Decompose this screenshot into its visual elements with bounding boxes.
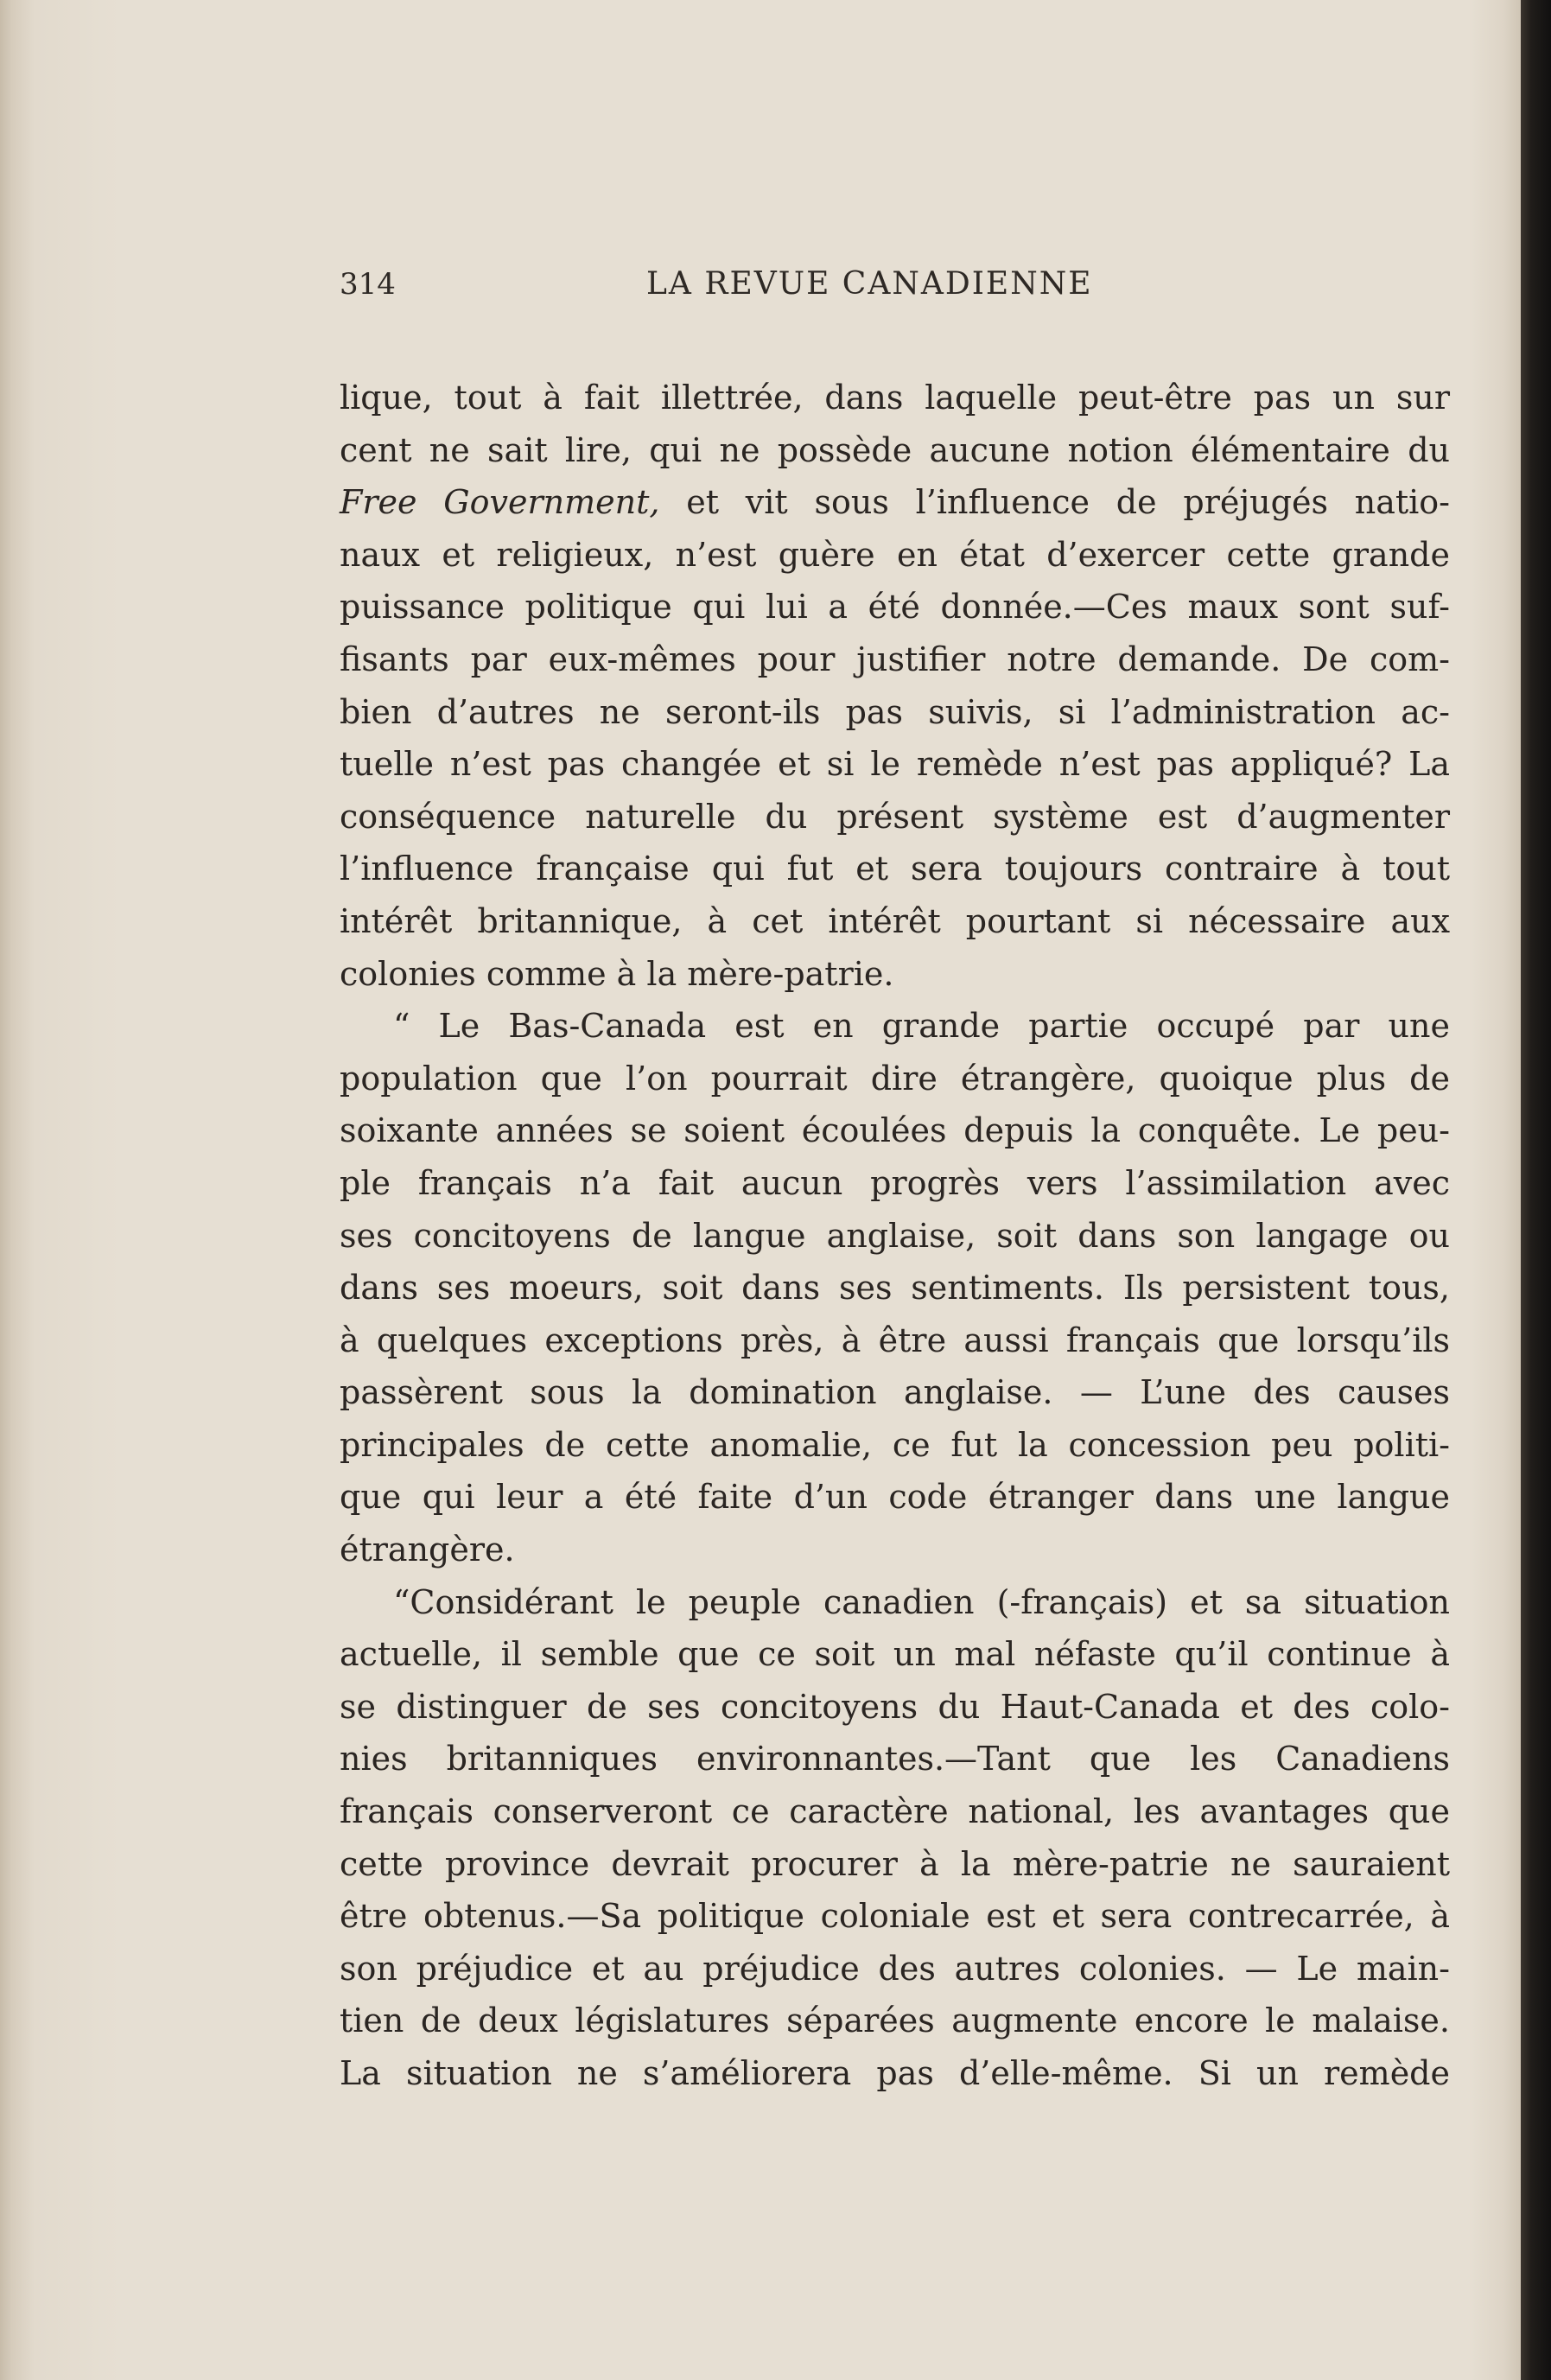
text-line-rest: et vit sous l’influence de préjugés natio- xyxy=(659,483,1450,522)
body-text xyxy=(340,372,1450,2100)
text-line: que qui leur a été faite d’un code étranger dans une langue xyxy=(340,1478,1450,1517)
text-line: population que l’on pourrait dire étrangère, quoique plus de xyxy=(340,1059,1450,1098)
text-line: cette province devrait procurer à la mère-patrie ne sauraient xyxy=(340,1844,1450,1883)
text-line xyxy=(340,476,1450,529)
text-line: tien de deux législatures séparées augmente encore le malaise. xyxy=(340,2001,1450,2040)
text-line: colonies comme à la mère-patrie. xyxy=(340,954,894,993)
text-line: actuelle, il semble que ce soit un mal néfaste qu’il continue à xyxy=(340,1635,1450,1674)
italic-phrase: Free Government, xyxy=(340,483,660,522)
text-line: étrangère. xyxy=(340,1530,515,1569)
text-line: “Considérant le peuple canadien (-français) et sa situation xyxy=(393,1582,1450,1621)
text-line: bien d’autres ne seront-ils pas suivis, si l’administration ac- xyxy=(340,692,1450,731)
text-line: dans ses moeurs, soit dans ses sentiments. Ils persistent tous, xyxy=(340,1269,1450,1308)
journal-title: LA REVUE CANADIENNE xyxy=(646,266,1093,302)
text-line: nies britanniques environnantes.—Tant que les Canadiens xyxy=(340,1740,1450,1779)
text-line: ple français n’a fait aucun progrès vers l’assimilation avec xyxy=(340,1163,1450,1202)
page-edge-shadow xyxy=(1521,0,1551,2380)
text-line: l’influence française qui fut et sera toujours contraire à tout xyxy=(340,850,1450,888)
text-line: se distinguer de ses concitoyens du Haut-Canada et des colo- xyxy=(340,1687,1450,1726)
text-line: “ Le Bas-Canada est en grande partie occupé par une xyxy=(393,1007,1450,1046)
running-head xyxy=(340,263,1450,306)
page-number: 314 xyxy=(340,267,396,302)
text-line: français conserveront ce caractère national, les avantages que xyxy=(340,1792,1450,1831)
text-line: principales de cette anomalie, ce fut la concession peu politi- xyxy=(340,1425,1450,1464)
text-line: soixante années se soient écoulées depuis la conquête. Le peu- xyxy=(340,1111,1450,1150)
text-line: fisants par eux-mêmes pour justifier notre demande. De com- xyxy=(340,640,1450,678)
text-line: puissance politique qui lui a été donnée.—Ces maux sont suf- xyxy=(340,588,1450,627)
text-line: passèrent sous la domination anglaise. — L’une des causes xyxy=(340,1373,1450,1412)
text-line: être obtenus.—Sa politique coloniale est et sera contrecarrée, à xyxy=(340,1897,1450,1936)
text-line: ses concitoyens de langue anglaise, soit dans son langage ou xyxy=(340,1216,1450,1255)
text-line: lique, tout à fait illettrée, dans laquelle peut-être pas un sur xyxy=(340,379,1450,417)
text-line: conséquence naturelle du présent système est d’augmenter xyxy=(340,797,1450,836)
text-line: à quelques exceptions près, à être aussi français que lorsqu’ils xyxy=(340,1320,1450,1359)
text-line: La situation ne s’améliorera pas d’elle-même. Si un remède xyxy=(340,2054,1450,2092)
text-line: naux et religieux, n’est guère en état d’exercer cette grande xyxy=(340,535,1450,574)
text-line: cent ne sait lire, qui ne possède aucune notion élémentaire du xyxy=(340,430,1450,469)
text-line: tuelle n’est pas changée et si le remède n’est pas appliqué? La xyxy=(340,745,1450,784)
text-line: intérêt britannique, à cet intérêt pourtant si nécessaire aux xyxy=(340,901,1450,940)
text-line: son préjudice et au préjudice des autres colonies. — Le main- xyxy=(340,1949,1450,1988)
